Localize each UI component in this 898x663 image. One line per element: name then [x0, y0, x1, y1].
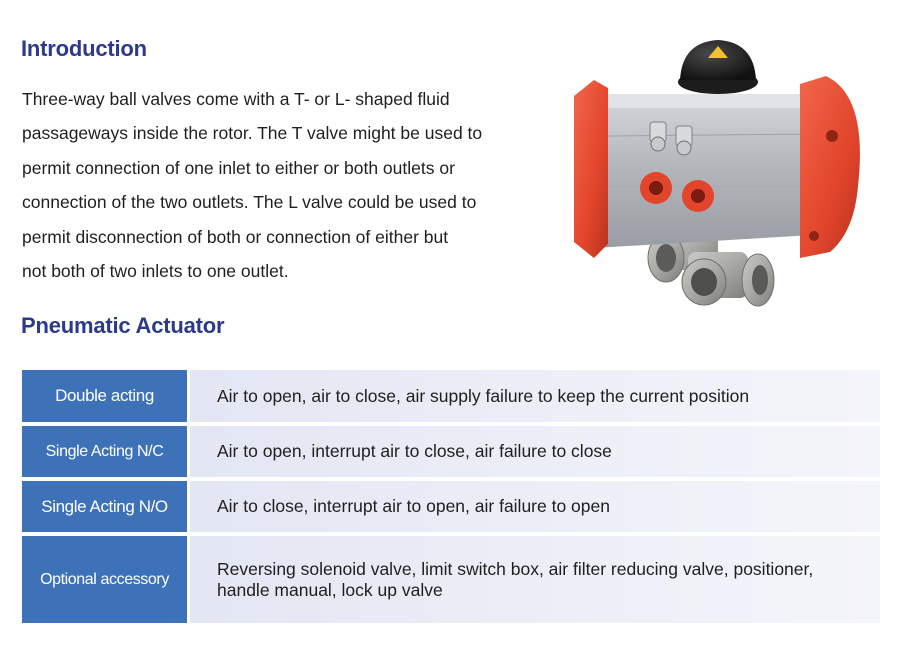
row-label: Single Acting N/O	[22, 481, 187, 532]
row-value: Air to open, interrupt air to close, air failure to close	[190, 426, 880, 477]
introduction-line: permit disconnection of both or connection of either but	[22, 226, 449, 247]
table-row	[22, 536, 880, 623]
actuator-body	[574, 76, 860, 258]
table-row	[22, 370, 880, 422]
introduction-line: passageways inside the rotor. The T valve might be used to	[22, 123, 483, 144]
row-value: Reversing solenoid valve, limit switch box, air filter reducing valve, positioner, handle manual, lock up valve	[190, 536, 880, 623]
introduction-line: not both of two inlets to one outlet.	[22, 261, 289, 282]
introduction-line: connection of the two outlets. The L valve could be used to	[22, 192, 477, 213]
row-value: Air to close, interrupt air to open, air failure to open	[190, 481, 880, 532]
introduction-line: permit connection of one inlet to either or both outlets or	[22, 157, 455, 178]
row-label: Double acting	[22, 370, 187, 422]
table-row	[22, 426, 880, 477]
introduction-line: Three-way ball valves come with a T- or L- shaped fluid	[22, 89, 450, 109]
indicator-cap	[678, 40, 758, 94]
table-row	[22, 481, 880, 532]
introduction-text	[22, 82, 542, 288]
actuator-heading: Pneumatic Actuator	[21, 313, 225, 338]
introduction-heading: Introduction	[21, 36, 147, 61]
row-value: Air to open, air to close, air supply failure to keep the current position	[190, 370, 880, 422]
row-label: Single Acting N/C	[22, 426, 187, 477]
valve-product-image	[568, 36, 868, 316]
row-label: Optional accessory	[22, 536, 187, 623]
